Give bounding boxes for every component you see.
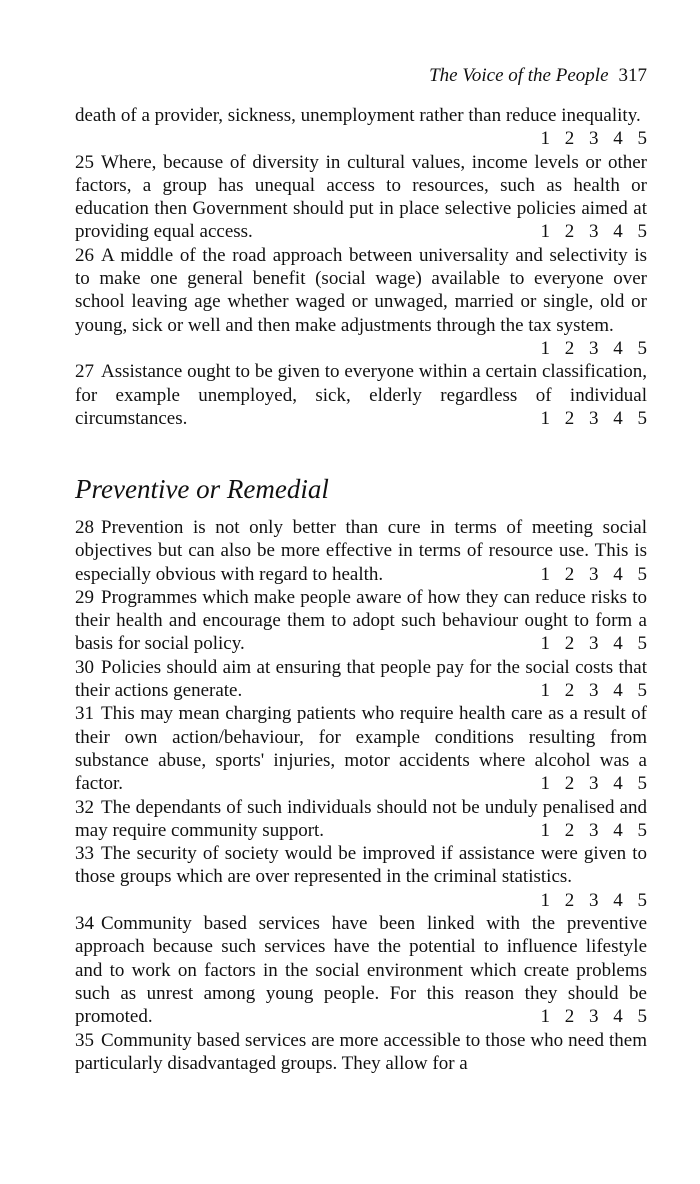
running-head — [429, 64, 647, 88]
running-head-title: The Voice of the People — [429, 65, 609, 86]
item-text: Prevention is not only better than cure in terms of meeting social objectives but can also be more effective in terms of resource use. This is especially obvious with regard to health. — [75, 517, 647, 585]
page-number: 317 — [618, 65, 647, 86]
rating-scale: 1 2 3 4 5 — [540, 1006, 652, 1028]
item-number: 25 — [75, 151, 94, 173]
questionnaire-item — [75, 912, 652, 1028]
item-text: Where, because of diversity in cultural values, income levels or other factors, a group has unequal access to resources, such as health or education then Government should put in place selective policies aimed at providing equal access. — [75, 151, 647, 243]
rating-scale: 1 2 3 4 5 — [540, 563, 652, 585]
item-number: 32 — [75, 796, 94, 818]
questionnaire-items-top — [75, 104, 652, 430]
rating-scale: 1 2 3 4 5 — [540, 337, 652, 359]
questionnaire-item — [75, 104, 652, 151]
questionnaire-item — [75, 516, 652, 586]
rating-scale: 1 2 3 4 5 — [540, 773, 652, 795]
item-text: death of a provider, sickness, unemployment rather than reduce inequality. — [75, 105, 641, 126]
questionnaire-item — [75, 656, 652, 703]
item-text: Policies should aim at ensuring that people pay for the social costs that their actions generate. — [75, 656, 647, 702]
item-number: 35 — [75, 1029, 94, 1051]
rating-scale: 1 2 3 4 5 — [540, 128, 652, 150]
section-heading: Preventive or Remedial — [75, 474, 329, 504]
rating-scale: 1 2 3 4 5 — [540, 633, 652, 655]
rating-scale: 1 2 3 4 5 — [540, 680, 652, 702]
item-text: This may mean charging patients who require health care as a result of their own action/behaviour, for example conditions resulting from substance abuse, sports' injuries, motor accidents where alcohol was a factor. — [75, 703, 647, 795]
questionnaire-item — [75, 360, 652, 430]
rating-scale: 1 2 3 4 5 — [540, 407, 652, 429]
item-number: 30 — [75, 656, 94, 678]
questionnaire-item — [75, 244, 652, 360]
rating-scale: 1 2 3 4 5 — [540, 819, 652, 841]
item-text: Programmes which make people aware of how they can reduce risks to their health and encourage them to adopt such behaviour ought to form a basis for social policy. — [75, 586, 647, 655]
item-number: 27 — [75, 361, 94, 383]
item-number: 31 — [75, 703, 94, 725]
rating-scale: 1 2 3 4 5 — [540, 889, 652, 911]
item-number: 29 — [75, 586, 94, 608]
item-text: A middle of the road approach between universality and selectivity is to make one general benefit (social wage) available to everyone over school leaving age whether waged or unwaged, married or single, old or young, sick or well and then make adjustments through the tax system. — [75, 244, 647, 336]
item-text: The security of society would be improved if assistance were given to those groups which are over represented in the criminal statistics. — [75, 843, 647, 888]
item-number: 34 — [75, 913, 94, 935]
item-text: Community based services are more accessible to those who need them particularly disadvantaged groups. They allow for a — [75, 1029, 647, 1074]
questionnaire-item — [75, 1029, 647, 1076]
rating-scale: 1 2 3 4 5 — [540, 221, 652, 243]
questionnaire-item — [75, 151, 652, 244]
questionnaire-item — [75, 796, 652, 843]
item-text: Assistance ought to be given to everyone within a certain classification, for example unemployed, sick, elderly regardless of individual circumstances. — [75, 361, 647, 429]
item-text: The dependants of such individuals should not be unduly penalised and may require community support. — [75, 796, 647, 841]
item-text: Community based services have been linked with the preventive approach because such services have the potential to influence lifestyle and to work on factors in the social environment which create problems such as unrest among young people. For this reason they should be promoted. — [75, 913, 647, 1028]
item-number: 33 — [75, 843, 94, 865]
questionnaire-items-bottom — [75, 516, 652, 1075]
questionnaire-item — [75, 702, 652, 795]
item-number: 26 — [75, 244, 94, 266]
questionnaire-item — [75, 842, 652, 912]
questionnaire-item — [75, 586, 652, 656]
item-number: 28 — [75, 517, 94, 538]
